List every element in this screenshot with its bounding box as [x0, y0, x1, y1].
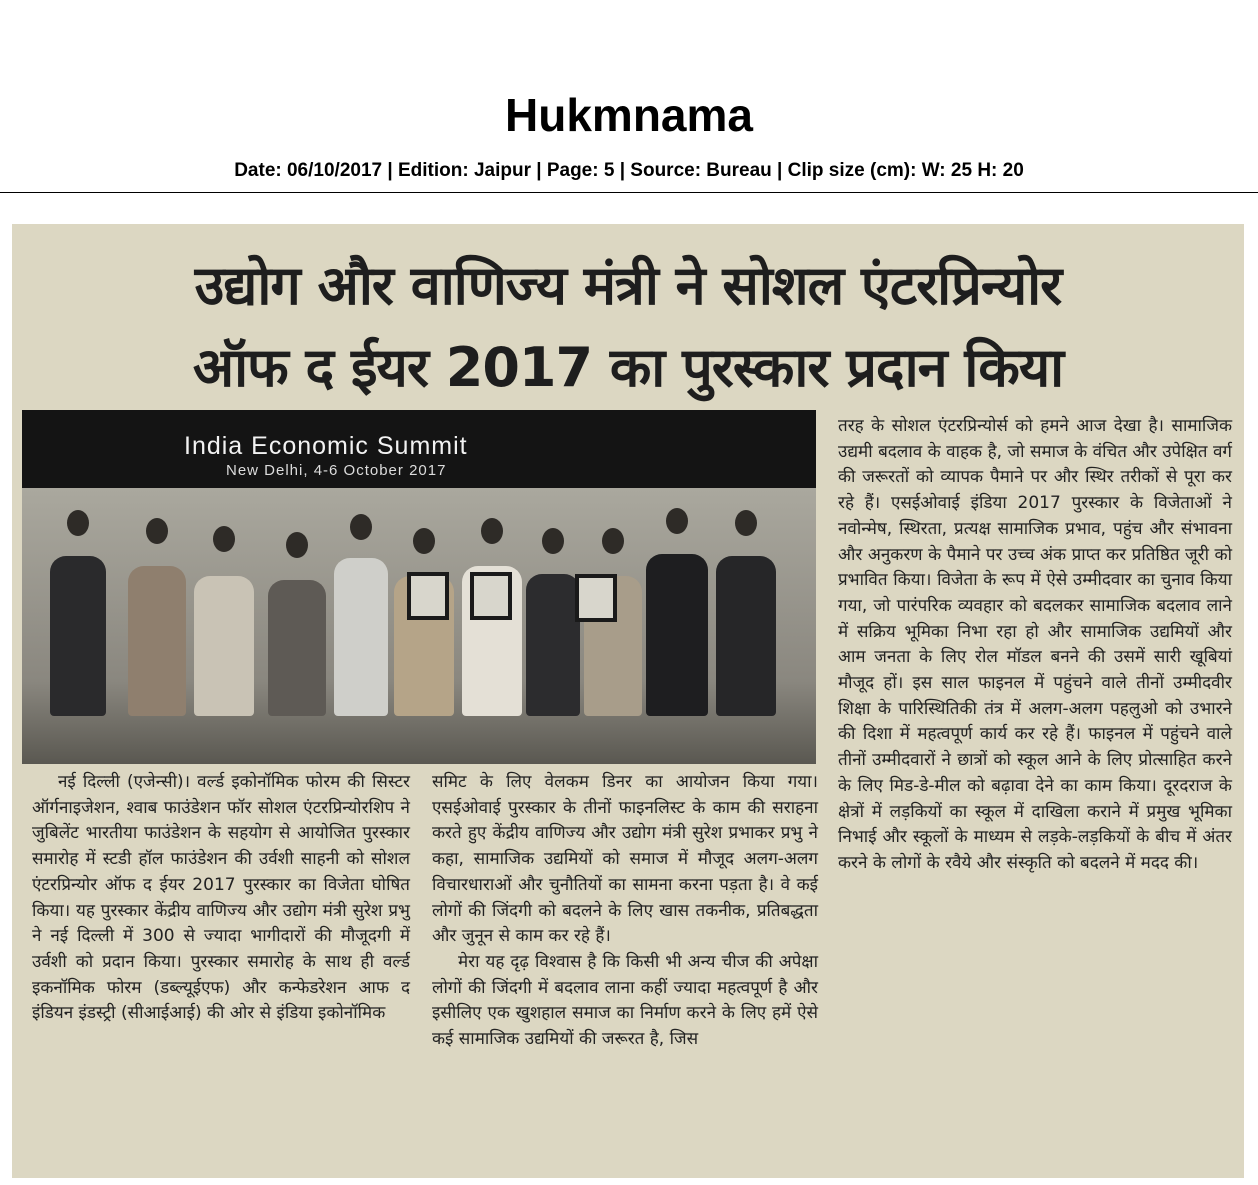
person-head — [602, 528, 624, 554]
person-head — [213, 526, 235, 552]
article-column-1 — [32, 770, 410, 1027]
person-figure — [128, 566, 186, 716]
person-head — [67, 510, 89, 536]
article-column-3 — [838, 414, 1232, 877]
headline-line-2: ऑफ द ईयर 2017 का पुरस्कार प्रदान किया — [192, 336, 1064, 399]
person-figure — [334, 558, 388, 716]
person-figure — [268, 580, 326, 716]
photo-stage — [22, 488, 816, 764]
person-head — [542, 528, 564, 554]
banner-subtitle: New Delhi, 4-6 October 2017 — [226, 462, 447, 479]
clip-meta-line: Date: 06/10/2017 | Edition: Jaipur | Page: 5 | Source: Bureau | Clip size (cm): W: 25 H: 20 — [234, 160, 1024, 181]
award-frame — [470, 572, 512, 620]
header-divider — [0, 192, 1258, 193]
column-3-text: तरह के सोशल एंटरप्रिन्योर्स को हमने आज देखा है। सामाजिक उद्यमी बदलाव के वाहक है, जो समाज के वंचित और उपेक्षित वर्ग की जरूरतों को व्यापक पैमाने पर और स्थिर तरीकों से पूरा कर रहे हैं। एसईओवाई इंडिया 2017 पुरस्कार के विजेताओं ने नवोन्मेष, स्थिरता, प्रत्यक्ष सामाजिक प्रभाव, पहुंच और संभावना और अनुकरण के पैमाने पर उच्च अंक प्राप्त कर प्रतिष्ठित जूरी को प्रभावित किया। विजेता के रूप में ऐसे उम्मीदवार का चुनाव किया गया, जो पारंपरिक व्यवहार को बदलकर सामाजिक बदलाव लाने में सक्रिय भूमिका निभा रहा हो और सामाजिक उद्यमियों और आम जनता के लिए रोल मॉडल बनने की उसमें सारी खूबियां मौजूद हों। इस साल फाइनल में पहुंचने वाले तीनों उम्मीदवीर शिक्षा के पारिस्थितिकी तंत्र में अलग-अलग पहलुओ को उभारने की दिशा में महत्वपूर्ण कार्य कर रहे हैं। फाइनल में पहुंचने वाले तीनों उम्मीदवारों ने छात्रों को स्कूल आने के लिए प्रोत्साहित करने के लिए मिड-डे-मील को बढ़ावा देने का काम किया। दूरदराज के क्षेत्रों में लड़कियों का स्कूल में दाखिला कराने में प्रमुख भूमिका निभाई और स्कूलों के माध्यम से लड़के-लड़कियों के बीच में अंतर करने के लोगों के रवैये और संस्कृति को बदलने में मदद की। — [838, 416, 1232, 873]
newspaper-clipping — [12, 224, 1244, 1178]
person-figure — [646, 554, 708, 716]
summit-banner — [22, 410, 816, 488]
person-head — [735, 510, 757, 536]
person-head — [286, 532, 308, 558]
person-head — [350, 514, 372, 540]
column-2-paragraph-2: मेरा यह दृढ़ विश्वास है कि किसी भी अन्य चीज की अपेक्षा लोगों की जिंदगी में बदलाव लाना कहीं ज्यादा महत्वपूर्ण है और इसीलिए एक खुशहाल समाज का निर्माण करने के लिए हमें ऐसे कई सामाजिक उद्यमियों की जरूरत है, जिस — [432, 951, 818, 1050]
column-2-paragraph-1: समिट के लिए वेलकम डिनर का आयोजन किया गया। एसईओवाई पुरस्कार के तीनों फाइनलिस्ट के काम की सराहना करते हुए केंद्रीय वाणिज्य और उद्योग मंत्री सुरेश प्रभाकर प्रभु ने कहा, सामाजिक उद्यमियों को समाज में मौजूद अलग-अलग विचारधाराओं और चुनौतियों का सामना करना पड़ता है। वे कई लोगों की जिंदगी को बदलने के लिए खास तकनीक, प्रतिबद्धता और जुनून से काम कर रहे हैं। — [432, 772, 818, 947]
masthead-title: Hukmnama — [505, 89, 753, 141]
article-column-2 — [432, 770, 818, 1053]
person-head — [481, 518, 503, 544]
person-figure — [716, 556, 776, 716]
person-head — [666, 508, 688, 534]
person-head — [413, 528, 435, 554]
banner-title: India Economic Summit — [184, 432, 468, 460]
person-head — [146, 518, 168, 544]
person-figure — [526, 574, 580, 716]
person-figure — [50, 556, 106, 716]
column-1-text: नई दिल्ली (एजेन्सी)। वर्ल्ड इकोनॉमिक फोरम की सिस्टर ऑर्गनाइजेशन, श्वाब फाउंडेशन फॉर सोशल एंटरप्रिन्योरशिप ने जुबिलेंट भारतीया फाउंडेशन के सहयोग से आयोजित पुरस्कार समारोह में स्टडी हॉल फाउंडेशन की उर्वशी साहनी को सोशल एंटरप्रिन्योर ऑफ द ईयर 2017 पुरस्कार का विजेता घोषित किया। यह पुरस्कार केंद्रीय वाणिज्य और उद्योग मंत्री सुरेश प्रभु ने नई दिल्ली में 300 से ज्यादा भागीदारों की मौजूदगी में उर्वशी को प्रदान किया। पुरस्कार समारोह के साथ ही वर्ल्ड इकनॉमिक फोरम (डब्ल्यूईएफ) और कन्फेडरेशन आफ द इंडियन इंडस्ट्री (सीआईआई) की ओर से इंडिया इकोनॉमिक — [32, 772, 410, 1024]
person-figure — [194, 576, 254, 716]
article-photo — [22, 410, 816, 764]
award-frame — [575, 574, 617, 622]
award-frame — [407, 572, 449, 620]
headline-line-1: उद्योग और वाणिज्य मंत्री ने सोशल एंटरप्रिन्योर — [194, 254, 1062, 317]
